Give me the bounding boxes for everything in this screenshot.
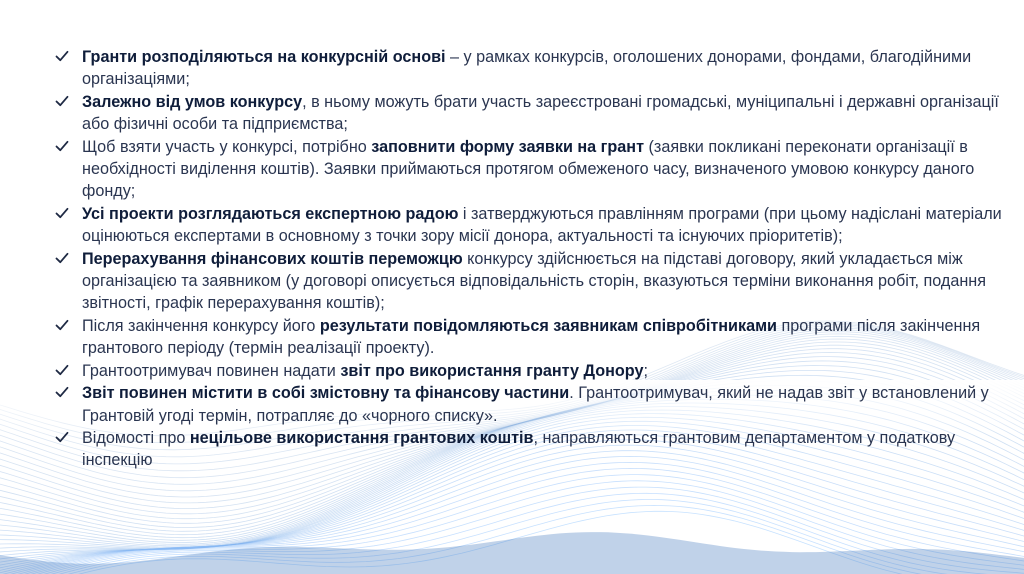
check-icon [54, 93, 70, 109]
check-icon [54, 429, 70, 445]
text: – у рамках конкурсів, оголошених донорами, фондами, благодійними організаціями; [82, 48, 972, 89]
list-item [54, 136, 1014, 203]
list-item [54, 382, 1014, 427]
bold-text: нецільове використання грантових коштів [189, 428, 534, 447]
text: . Грантоотримувач, який не надав звіт у встановлений у Грантовій угоді термін, потрапляє до «чорного списку». [82, 384, 989, 425]
list-item [54, 315, 1014, 360]
list-item [54, 427, 1014, 472]
check-icon [54, 138, 70, 154]
text: , направляються грантовим департаментом у податкову інспекцію [82, 428, 956, 470]
check-icon [54, 317, 70, 333]
check-icon [54, 205, 70, 221]
list-item [54, 91, 1014, 136]
bold-text: заповнити форму заявки на грант [371, 137, 645, 156]
list-item [54, 203, 1014, 248]
text: програми після закінчення грантового періоду (термін реалізації проекту). [82, 316, 981, 358]
text: Відомості про [82, 428, 190, 447]
bold-text: Усі проекти розглядаються експертною радою [82, 204, 459, 223]
list-item [54, 248, 1014, 315]
bold-text: результати повідомляються заявникам співробітниками [319, 316, 778, 335]
list-item [54, 46, 1014, 91]
bold-text: Гранти розподіляються на конкурсній основі [82, 48, 446, 66]
bold-text: Перерахування фінансових коштів переможцю [82, 249, 463, 268]
check-icon [54, 384, 70, 400]
bullet-list [54, 46, 1014, 472]
bold-text: звіт про використання гранту Донору [340, 361, 644, 380]
text: , в ньому можуть брати участь зареєстровані громадські, муніципальні і державні організації або фізичні особи та підприємства; [82, 92, 999, 134]
check-icon [54, 250, 70, 266]
text: Після закінчення конкурсу його [82, 316, 320, 335]
check-icon [54, 48, 70, 64]
bold-text: Звіт повинен містити в собі змістовну та фінансову частини [82, 384, 570, 403]
list-item [54, 360, 1014, 382]
text: Грантоотримувач повинен надати [82, 361, 341, 380]
check-icon [54, 362, 70, 378]
text: і затверджуються правлінням програми (при цьому надіслані матеріали оцінюються експертами в основному з точки зору місії донора, актуальності та існуючих пріоритетів); [82, 204, 1002, 246]
bold-text: Залежно від умов конкурсу [82, 92, 303, 111]
text: ; [643, 361, 648, 380]
text: (заявки покликані переконати організації в необхідності виділення коштів). Заявки приймаються протягом обмеженого часу, визначеного умовою конкурсу даного фонду; [82, 137, 975, 201]
text: конкурсу здійснюється на підставі договору, який укладається між організацією та заявником (у договорі описується відповідальність сторін, вказуються терміни виконання робіт, подання звітності, графік перерахування коштів); [82, 249, 987, 313]
text: Щоб взяти участь у конкурсі, потрібно [82, 137, 372, 156]
